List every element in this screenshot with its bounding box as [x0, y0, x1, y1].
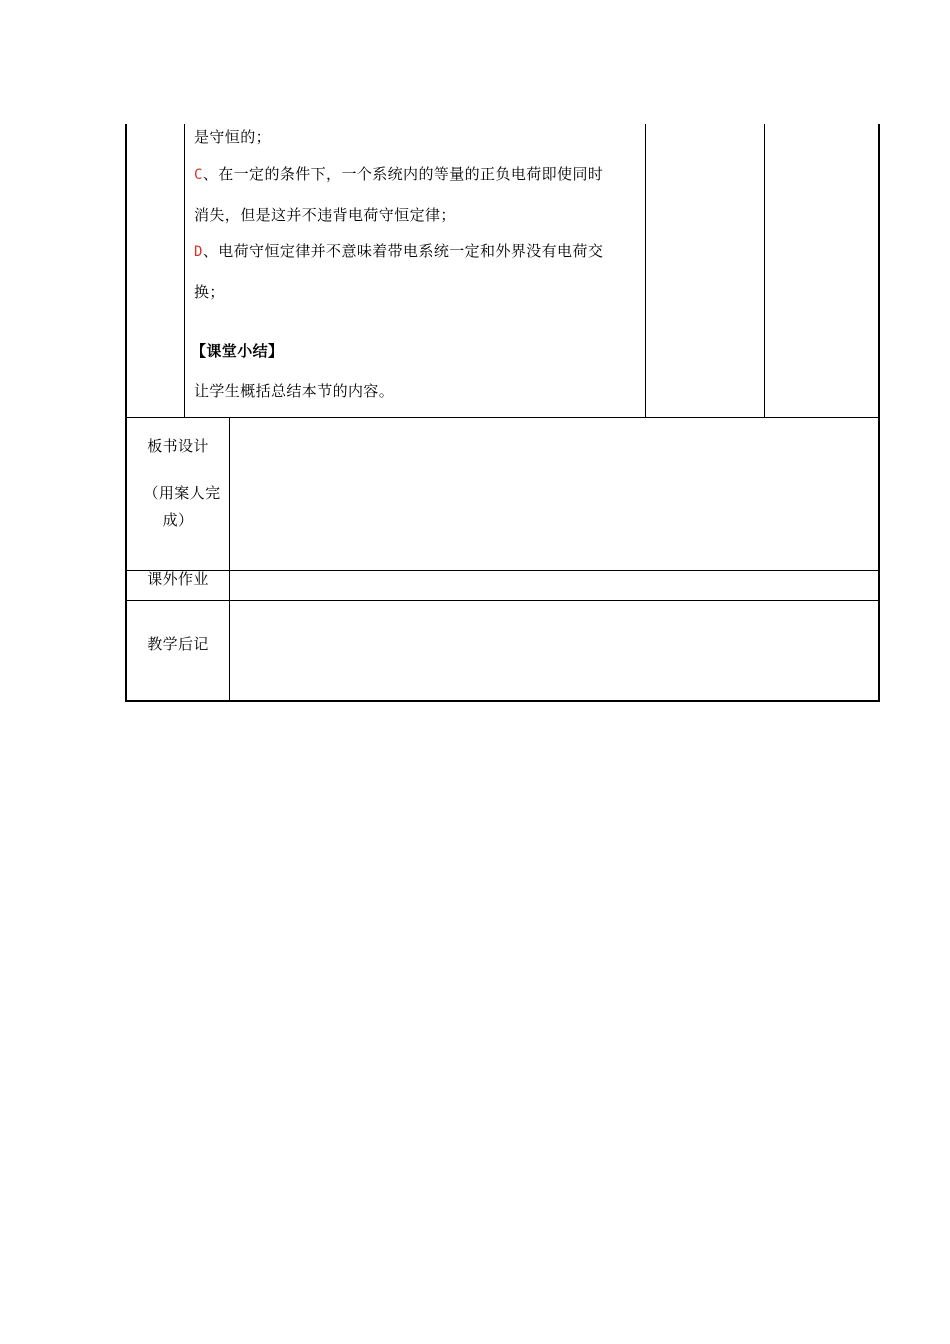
- board-design-label: 板书设计: [147, 437, 209, 455]
- reflection-label: 教学后记: [147, 635, 209, 653]
- option-d-line-b: 换；: [194, 283, 225, 301]
- divider-row-1: [127, 417, 880, 418]
- lesson-plan-table: [125, 124, 880, 702]
- homework-label: 课外作业: [147, 570, 209, 588]
- board-design-value[interactable]: [237, 424, 867, 564]
- option-c-letter: C: [194, 167, 203, 183]
- option-c-line-b: 消失，但是这并不违背电荷守恒定律；: [194, 206, 456, 224]
- option-c-text: 、在一定的条件下，一个系统内的等量的正负电荷即使同时: [202, 165, 604, 183]
- option-d-text: 、电荷守恒定律并不意味着带电系统一定和外界没有电荷交: [202, 242, 604, 260]
- divider-row-3: [127, 600, 880, 601]
- homework-value[interactable]: [237, 576, 867, 596]
- board-design-note-1: （用案人完: [143, 484, 221, 502]
- content-line-1: 是守恒的；: [194, 128, 272, 146]
- option-d-letter: D: [194, 244, 203, 260]
- option-d-line-a: [194, 242, 603, 261]
- divider-col-3: [764, 124, 765, 417]
- summary-text: 让学生概括总结本节的内容。: [194, 382, 395, 400]
- summary-heading: 【课堂小结】: [191, 342, 284, 360]
- divider-row-2: [127, 570, 880, 571]
- divider-col-2: [645, 124, 646, 417]
- reflection-value[interactable]: [237, 608, 867, 693]
- board-design-note-2: 成）: [162, 511, 194, 529]
- divider-label-col: [229, 417, 230, 700]
- divider-col-1: [184, 124, 185, 417]
- option-c-line-a: [194, 165, 603, 184]
